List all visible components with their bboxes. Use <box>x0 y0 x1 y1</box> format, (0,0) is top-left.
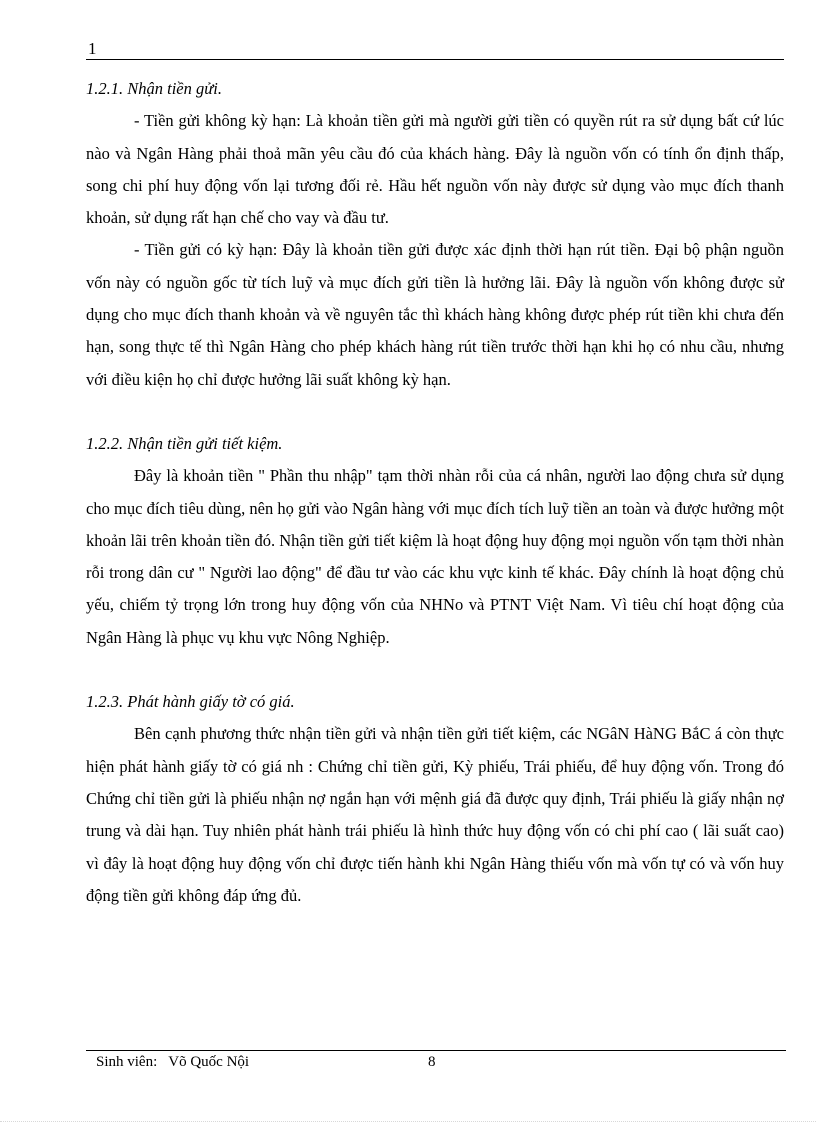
document-body <box>86 73 784 912</box>
section-heading: 1.2.2. Nhận tiền gửi tiết kiệm. <box>86 433 283 453</box>
paragraph: - Tiền gửi có kỳ hạn: Đây là khoản tiền gửi được xác định thời hạn rút tiền. Đại bộ phận nguồn vốn này có nguồn gốc từ tích luỹ và mục đích gửi tiền là hưởng lãi. Đây là nguồn vốn không được sử dụng cho mục đích thanh khoản và về nguyên tắc thì khách hàng không được phép rút tiền khi chưa đến hạn, song thực tế thì Ngân Hàng cho phép khách hàng rút tiền trước thời hạn khi họ có nhu cầu, nhưng với điều kiện họ chỉ được hưởng lãi suất không kỳ hạn. <box>86 240 784 389</box>
section-nhan-tien-gui <box>86 73 784 396</box>
footer-student-label: Sinh viên: <box>96 1054 158 1070</box>
section-heading: 1.2.1. Nhận tiền gửi. <box>86 79 222 98</box>
section-giay-to-co-gia <box>86 686 784 912</box>
page-edge-divider <box>0 1121 816 1122</box>
paragraph: - Tiền gửi không kỳ hạn: Là khoản tiền gửi mà người gửi tiền có quyền rút ra sử dụng bất cứ lúc nào và Ngân Hàng phải thoả mãn yêu cầu đó của khách hàng. Đây là nguồn vốn có tính ổn định thấp, song chi phí huy động vốn lại tương đối rẻ. Hầu hết nguồn vốn này được sử dụng vào mục đích thanh khoản, sử dụng rất hạn chế cho vay và đầu tư. <box>86 111 784 228</box>
footer-rule <box>86 1050 786 1051</box>
paragraph: Bên cạnh phương thức nhận tiền gửi và nhận tiền gửi tiết kiệm, các NGâN HàNG BắC á còn thực hiện phát hành giấy tờ có giá nh : Chứng chỉ tiền gửi, Kỳ phiếu, Trái phiếu, để huy động vốn. Trong đó Chứng chỉ tiền gửi là phiếu nhận nợ ngắn hạn với mệnh giá đã được quy định, Trái phiếu là giấy nhận nợ trung và dài hạn. Tuy nhiên phát hành trái phiếu là hình thức huy động vốn có chi phí cao ( lãi suất cao) vì đây là hoạt động huy động vốn chỉ được tiến hành khi Ngân Hàng thiếu vốn mà vốn tự có và vốn huy động tiền gửi không đáp ứng đủ. <box>86 724 784 905</box>
footer-student-name: Võ Quốc Nội <box>168 1054 250 1070</box>
section-heading: 1.2.3. Phát hành giấy tờ có giá. <box>86 692 295 712</box>
section-tiet-kiem <box>86 428 784 654</box>
footer-student <box>96 1052 249 1072</box>
paragraph: Đây là khoản tiền " Phần thu nhập" tạm thời nhàn rỗi của cá nhân, người lao động chưa sử dụng cho mục đích tiêu dùng, nên họ gửi vào Ngân hàng với mục đích tích luỹ tiền an toàn và được hưởng một khoản lãi trên khoản tiền đó. Nhận tiền gửi tiết kiệm là hoạt động huy động mọi nguồn vốn tạm thời nhàn rỗi trong dân cư " Người lao động" để đầu tư vào các khu vực kinh tế khác. Đây chính là hoạt động chủ yếu, chiếm tỷ trọng lớn trong huy động vốn của NHNo và PTNT Việt Nam. Vì tiêu chí hoạt động của Ngân Hàng là phục vụ khu vực Nông Nghiệp. <box>86 466 784 647</box>
header-rule <box>86 59 784 60</box>
header-page-number: 1 <box>88 39 97 58</box>
section-gap <box>86 654 784 686</box>
footer-page-number: 8 <box>428 1054 436 1070</box>
section-gap <box>86 396 784 428</box>
